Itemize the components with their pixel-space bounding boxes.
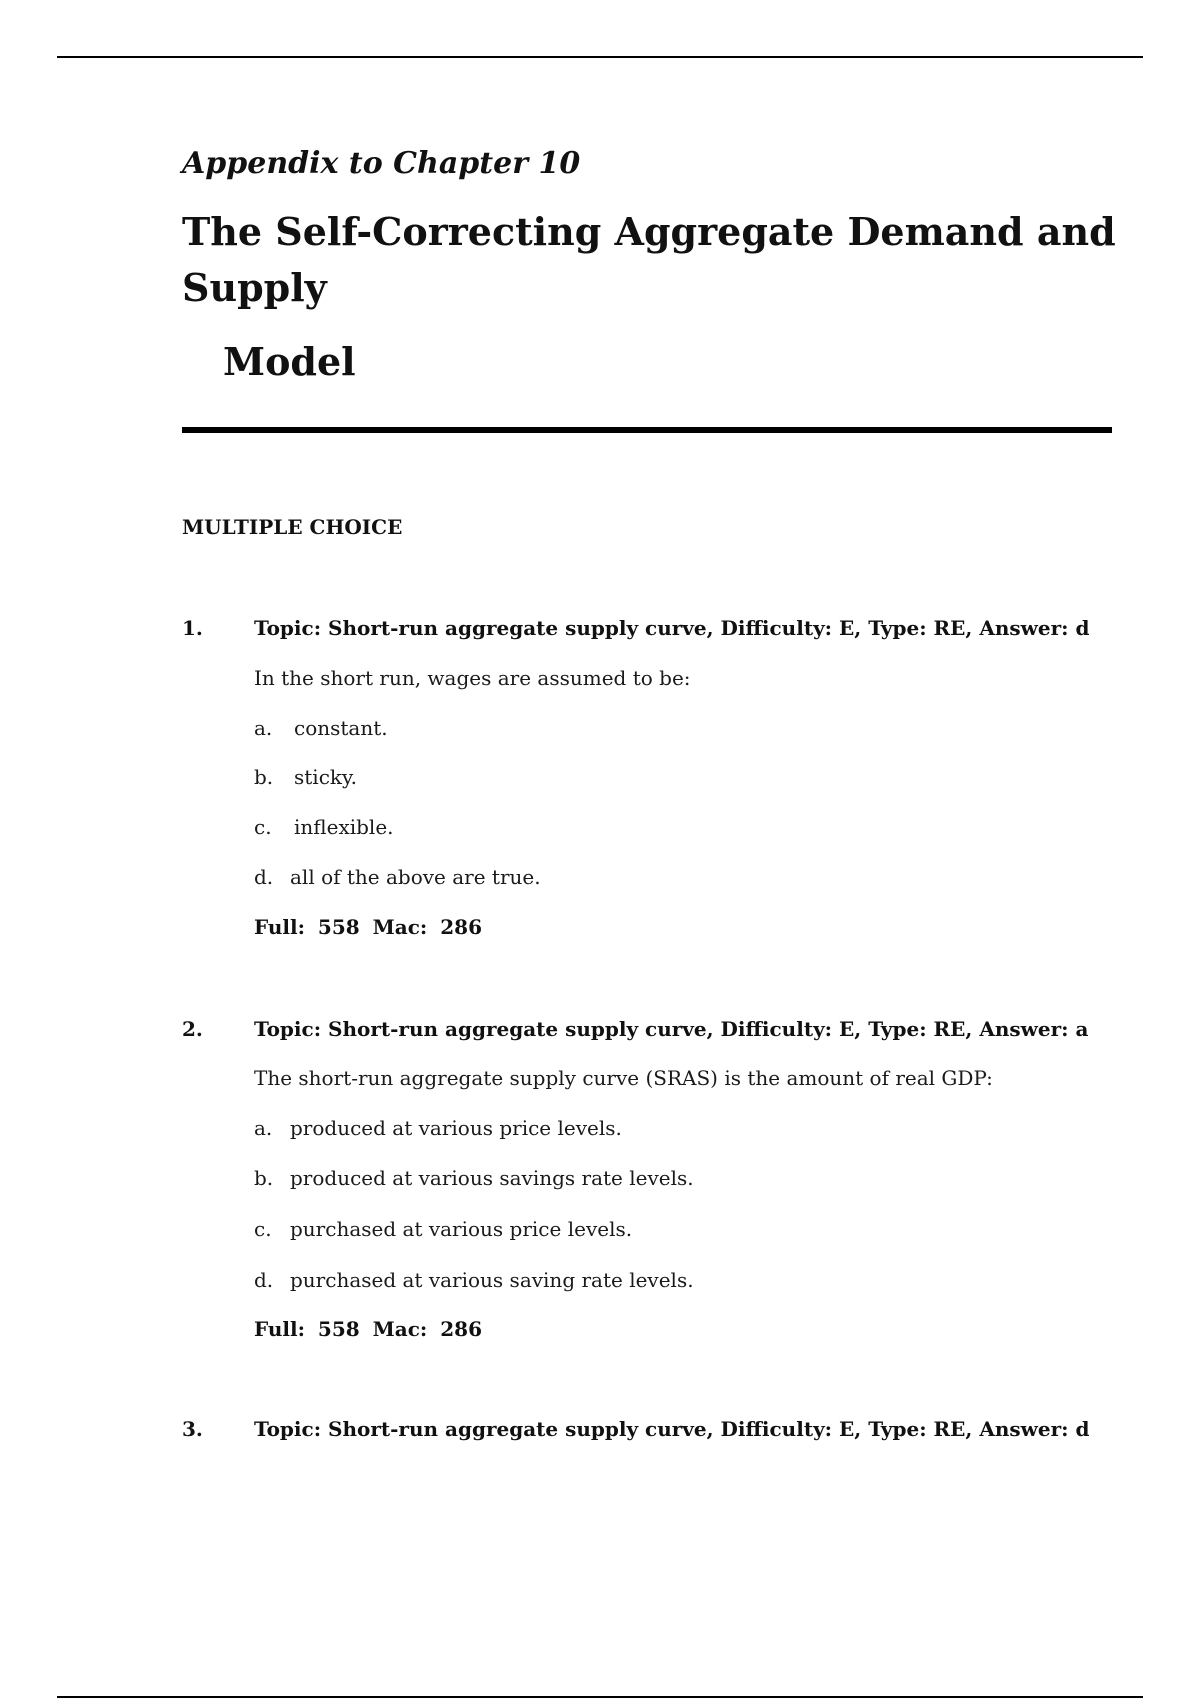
option-letter: c. — [254, 815, 272, 839]
question-3-number: 3. — [182, 1417, 203, 1441]
option-text: all of the above are true. — [290, 865, 541, 889]
question-2-page-refs: Full: 558 Mac: 286 — [254, 1317, 483, 1341]
option-letter: a. — [254, 716, 273, 740]
question-2-topic: Topic: Short-run aggregate supply curve, Difficulty: E, Type: RE, Answer: a — [254, 1017, 1089, 1041]
question-2-stem: The short-run aggregate supply curve (SRAS) is the amount of real GDP: — [254, 1066, 993, 1090]
section-heading: MULTIPLE CHOICE — [182, 515, 403, 539]
option-letter: d. — [254, 1268, 274, 1292]
question-2-option-a — [254, 1114, 622, 1142]
question-1-option-c — [254, 813, 394, 841]
page-top-rule — [57, 56, 1143, 58]
option-letter: b. — [254, 765, 274, 789]
question-2-option-d — [254, 1266, 694, 1294]
option-text: produced at various price levels. — [290, 1116, 622, 1140]
chapter-title-line-2: Supply — [182, 265, 327, 310]
option-text: sticky. — [294, 765, 358, 789]
option-letter: a. — [254, 1116, 273, 1140]
question-1-option-d — [254, 863, 541, 891]
question-1-topic: Topic: Short-run aggregate supply curve, Difficulty: E, Type: RE, Answer: d — [254, 616, 1090, 640]
question-2-number: 2. — [182, 1017, 203, 1041]
option-text: produced at various savings rate levels. — [290, 1166, 694, 1190]
option-text: purchased at various saving rate levels. — [290, 1268, 694, 1292]
chapter-title-line-1: The Self-Correcting Aggregate Demand and — [182, 209, 1116, 254]
question-1-number: 1. — [182, 616, 203, 640]
question-2-option-b — [254, 1164, 694, 1192]
option-letter: c. — [254, 1217, 272, 1241]
question-1-option-a — [254, 714, 388, 742]
option-text: constant. — [294, 716, 388, 740]
question-1-option-b — [254, 763, 357, 791]
question-3-topic: Topic: Short-run aggregate supply curve, Difficulty: E, Type: RE, Answer: d — [254, 1417, 1090, 1441]
page-bottom-rule — [57, 1696, 1143, 1698]
chapter-title-line-3: Model — [223, 339, 356, 384]
option-text: purchased at various price levels. — [290, 1217, 633, 1241]
option-letter: d. — [254, 865, 274, 889]
question-1-page-refs: Full: 558 Mac: 286 — [254, 915, 483, 939]
appendix-label: Appendix to Chapter 10 — [182, 146, 581, 181]
question-2-option-c — [254, 1215, 632, 1243]
title-divider — [182, 427, 1112, 433]
option-text: inflexible. — [294, 815, 394, 839]
option-letter: b. — [254, 1166, 274, 1190]
question-1-stem: In the short run, wages are assumed to be: — [254, 666, 691, 690]
